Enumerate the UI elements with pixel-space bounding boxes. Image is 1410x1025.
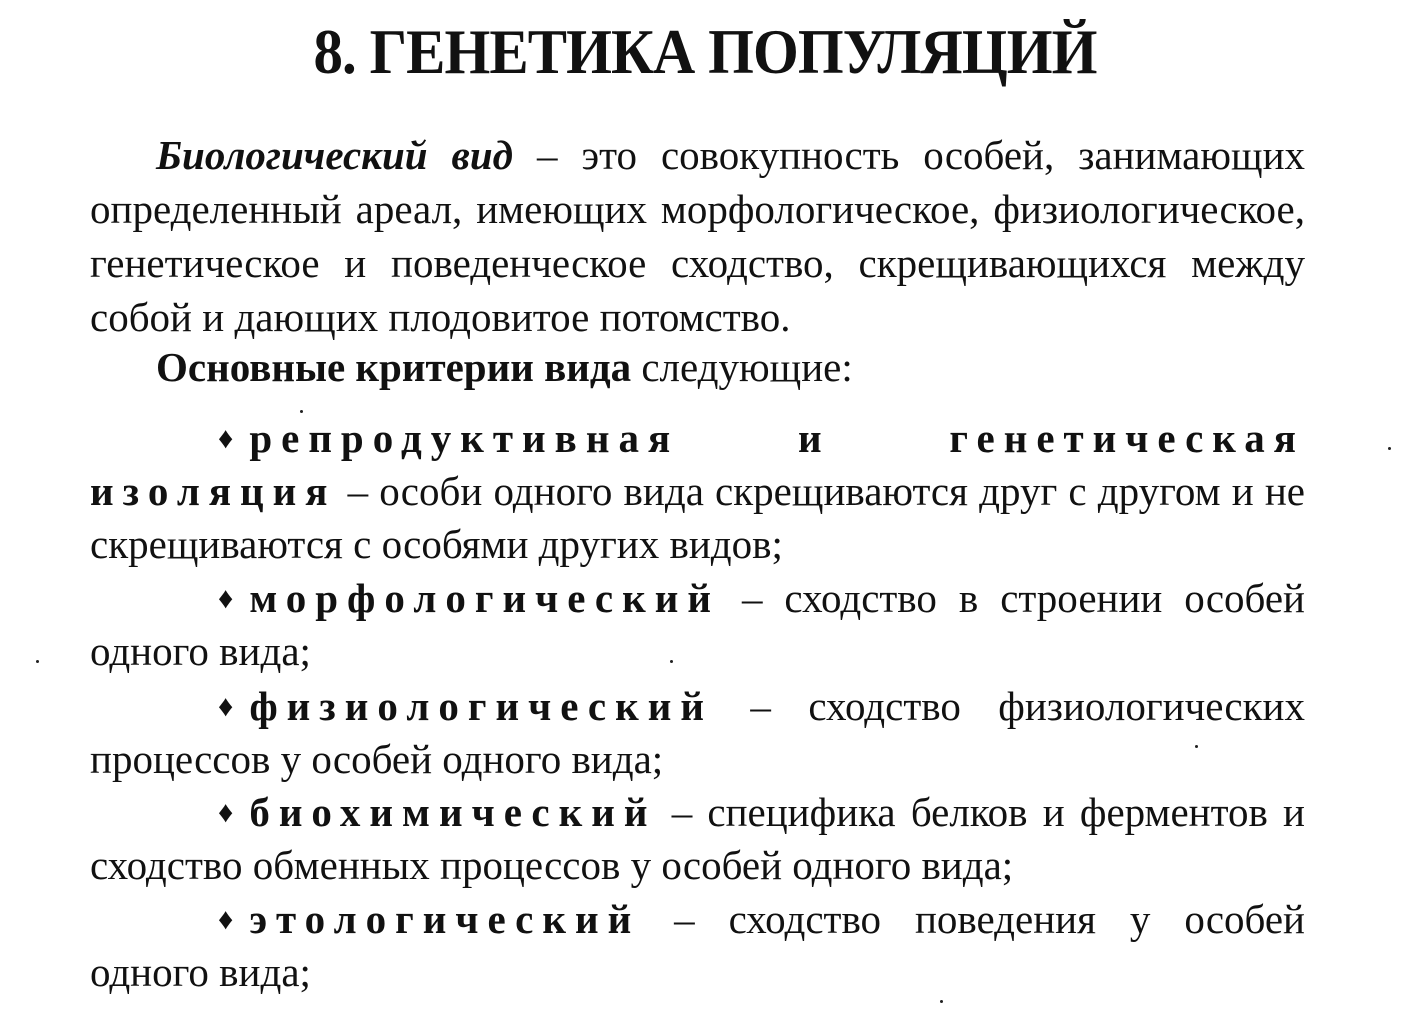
definition-paragraph xyxy=(90,128,1305,344)
criterion-item xyxy=(90,572,1305,678)
definition-term: Биологический вид xyxy=(156,132,514,178)
criterion-name: физиологический xyxy=(249,683,713,729)
criterion-item xyxy=(90,786,1305,892)
criterion-desc: – особи одного вида скрещиваются друг с другом и не скрещиваются с особями других видов; xyxy=(90,468,1305,567)
scan-speck xyxy=(1195,745,1198,748)
definition-text: – это совокупность особей, занимающих определенный ареал, имеющих морфологическое, физиологическое, генетическое и поведенческое сходство, скрещивающихся между собой и дающих плодовитое потомство. xyxy=(90,132,1306,340)
scan-speck xyxy=(300,410,303,413)
criterion-item xyxy=(90,680,1305,786)
scan-speck xyxy=(1388,447,1391,450)
scan-speck xyxy=(670,660,673,663)
criterion-name: биохимический xyxy=(249,789,657,835)
diamond-bullet-icon: ♦ xyxy=(218,690,234,723)
criterion-item xyxy=(90,412,1305,571)
criteria-intro-lead: Основные критерии вида xyxy=(156,344,632,390)
criteria-intro-rest: следующие: xyxy=(631,344,853,390)
criterion-name: репродуктивная и генетическая изоляция xyxy=(90,415,1305,514)
scan-speck xyxy=(36,660,39,663)
scan-speck xyxy=(940,1000,943,1003)
page-title: 8. ГЕНЕТИКА ПОПУЛЯЦИЙ xyxy=(313,16,1097,87)
diamond-bullet-icon: ♦ xyxy=(218,796,234,829)
criterion-desc: – специфика белков и ферментов и сходство обменных процессов у особей одного вида; xyxy=(90,789,1305,888)
criterion-desc: – сходство поведения у особей одного вида; xyxy=(90,896,1305,995)
diamond-bullet-icon: ♦ xyxy=(218,903,234,936)
criterion-item xyxy=(90,893,1305,999)
criterion-desc: – сходство физиологических процессов у особей одного вида; xyxy=(90,683,1305,782)
diamond-bullet-icon: ♦ xyxy=(218,422,234,455)
criteria-intro xyxy=(90,340,1305,394)
criterion-name: морфологический xyxy=(249,575,720,621)
diamond-bullet-icon: ♦ xyxy=(218,582,234,615)
criterion-name: этологический xyxy=(249,896,641,942)
criterion-desc: – сходство в строении особей одного вида; xyxy=(90,575,1305,674)
